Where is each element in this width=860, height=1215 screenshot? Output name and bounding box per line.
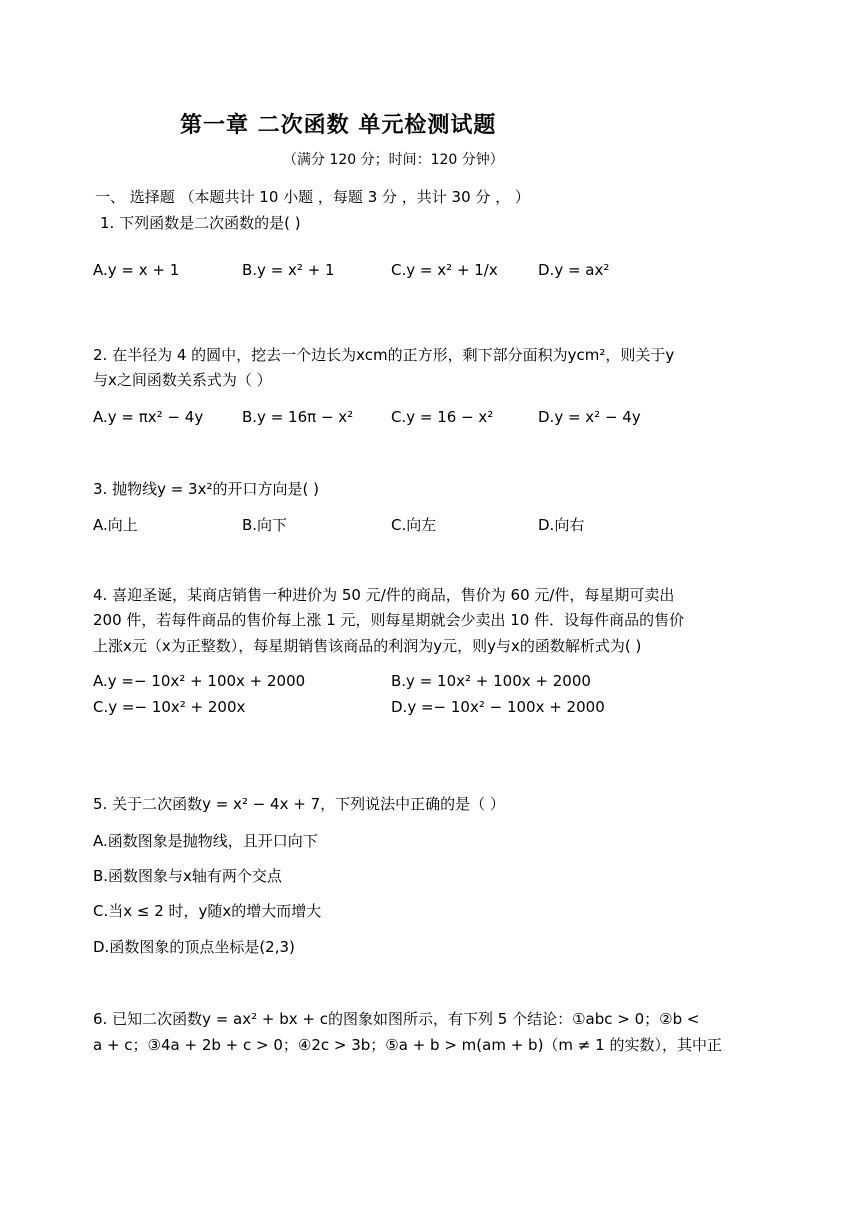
question-4-option-b: B.y = 10x² + 100x + 2000 bbox=[391, 672, 591, 690]
question-5-stem: 5. 关于二次函数y = x² − 4x + 7，下列说法中正确的是（ ） bbox=[93, 795, 505, 813]
question-6-line-2: a + c；③4a + 2b + c > 0；④2c > 3b；⑤a + b > m(am + b)（m ≠ 1 的实数），其中正 bbox=[93, 1036, 722, 1054]
question-3-option-c: C.向左 bbox=[391, 516, 437, 534]
page-subtitle: （满分 120 分；时间：120 分钟） bbox=[283, 152, 504, 168]
question-4-option-a: A.y =− 10x² + 100x + 2000 bbox=[93, 672, 306, 690]
question-3-option-a: A.向上 bbox=[93, 516, 138, 534]
question-4-line-2: 200 件，若每件商品的售价每上涨 1 元，则每星期就会少卖出 10 件．设每件商品的售价 bbox=[93, 611, 685, 629]
question-5-option-c: C.当x ≤ 2 时，y随x的增大而增大 bbox=[93, 902, 322, 920]
question-1-option-d: D.y = ax² bbox=[538, 261, 610, 279]
question-2-line-2: 与x之间函数关系式为（ ） bbox=[93, 371, 272, 389]
question-1-option-c: C.y = x² + 1/x bbox=[391, 261, 498, 279]
question-1-stem: 1. 下列函数是二次函数的是( ) bbox=[100, 214, 301, 232]
question-1-option-a: A.y = x + 1 bbox=[93, 261, 180, 279]
question-2-option-b: B.y = 16π − x² bbox=[242, 408, 354, 426]
question-5-option-d: D.函数图象的顶点坐标是(2,3) bbox=[93, 938, 295, 956]
question-2-line-1: 2. 在半径为 4 的圆中，挖去一个边长为xcm的正方形，剩下部分面积为ycm²，则关于y bbox=[93, 346, 675, 364]
question-5-option-b: B.函数图象与x轴有两个交点 bbox=[93, 867, 282, 885]
question-4-line-3: 上涨x元（x为正整数），每星期销售该商品的利润为y元，则y与x的函数解析式为( ) bbox=[93, 637, 642, 655]
question-4-line-1: 4. 喜迎圣诞，某商店销售一种进价为 50 元/件的商品，售价为 60 元/件，每星期可卖出 bbox=[93, 586, 675, 604]
question-3-stem: 3. 抛物线y = 3x²的开口方向是( ) bbox=[93, 480, 319, 498]
question-4-option-c: C.y =− 10x² + 200x bbox=[93, 698, 246, 716]
question-2-option-c: C.y = 16 − x² bbox=[391, 408, 494, 426]
question-1-option-b: B.y = x² + 1 bbox=[242, 261, 335, 279]
question-2-option-d: D.y = x² − 4y bbox=[538, 408, 641, 426]
question-3-option-d: D.向右 bbox=[538, 516, 585, 534]
question-5-option-a: A.函数图象是抛物线，且开口向下 bbox=[93, 832, 318, 850]
section-heading: 一、 选择题 （本题共计 10 小题 ，每题 3 分 ，共计 30 分 ， ） bbox=[95, 188, 530, 206]
question-4-option-d: D.y =− 10x² − 100x + 2000 bbox=[391, 698, 605, 716]
question-2-option-a: A.y = πx² − 4y bbox=[93, 408, 204, 426]
page-title: 第一章 二次函数 单元检测试题 bbox=[180, 113, 497, 138]
question-6-line-1: 6. 已知二次函数y = ax² + bx + c的图象如图所示，有下列 5 个结论：①abc > 0；②b < bbox=[93, 1010, 700, 1028]
question-3-option-b: B.向下 bbox=[242, 516, 288, 534]
